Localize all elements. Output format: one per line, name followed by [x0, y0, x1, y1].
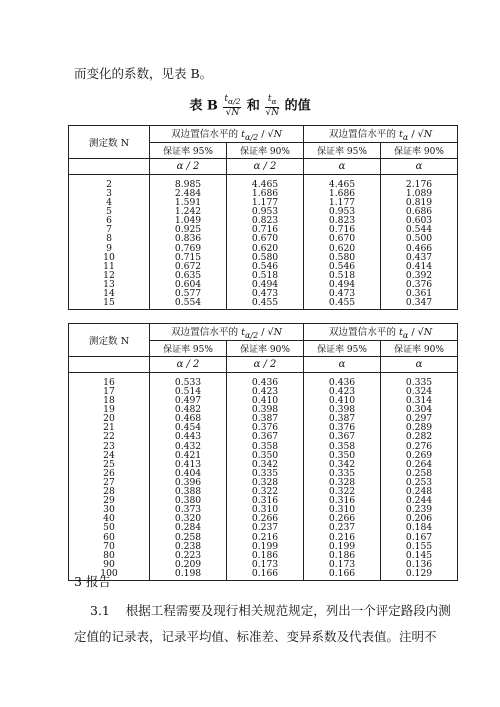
table-cell: 0.421 [174, 449, 202, 461]
table-cell: 0.173 [251, 558, 279, 570]
table-cell: 4.465 [328, 178, 356, 190]
alpha-header: α [304, 158, 381, 174]
table-cell: 0.335 [405, 376, 433, 388]
table-cell: 0.544 [405, 224, 433, 236]
table-cell: 0.155 [405, 540, 433, 552]
rate-90-header: 保证率 90% [227, 142, 304, 158]
table-cell: 0.314 [405, 395, 433, 407]
table-cell: 27 [103, 476, 115, 488]
table-cell: 0.580 [328, 251, 356, 263]
table-cell: 1.089 [405, 188, 433, 199]
table-cell: 2.176 [405, 178, 433, 190]
table-cell: 1.591 [174, 197, 202, 209]
table-cell: 0.248 [405, 486, 433, 498]
table-cell: 29 [103, 495, 115, 507]
table-cell: 0.454 [174, 422, 202, 434]
value-column-4 [381, 174, 458, 309]
table-cell: 0.289 [405, 422, 433, 434]
table-cell: 0.436 [251, 376, 279, 388]
table-cell: 0.167 [405, 531, 433, 543]
table-cell: 6 [106, 215, 112, 227]
table-cell: 0.423 [251, 386, 279, 397]
table-cell: 0.953 [251, 206, 279, 218]
table-cell: 0.410 [328, 395, 356, 407]
table-cell: 0.358 [328, 440, 356, 452]
table-cell: 0.466 [405, 242, 433, 254]
table-cell: 0.604 [174, 278, 202, 290]
table-cell: 0.223 [174, 549, 202, 561]
table-cell: 14 [103, 288, 115, 300]
table-cell: 0.335 [251, 467, 279, 479]
table-cell: 0.342 [251, 458, 279, 470]
n-header: 测定数 N [69, 126, 150, 159]
table-cell: 100 [100, 567, 118, 579]
table-cell: 0.414 [405, 260, 433, 272]
table-cell: 0.237 [328, 522, 356, 534]
table-cell: 11 [103, 260, 115, 272]
table-cell: 0.264 [405, 458, 433, 470]
table-cell: 0.310 [328, 504, 356, 516]
rate-90-header: 保证率 90% [227, 340, 304, 356]
group-header-two-sided: 双边置信水平的 $t_{\alpha/2} / √N$ [150, 324, 304, 341]
rate-95-header: 保证率 95% [150, 142, 227, 158]
table-cell: 0.819 [405, 197, 433, 209]
table-cell: 4 [106, 197, 112, 209]
table-cell: 0.518 [328, 269, 356, 281]
table-cell: 0.500 [405, 233, 433, 245]
table-cell: 0.823 [328, 215, 356, 227]
table-cell: 0.361 [405, 288, 433, 300]
value-column-2 [227, 372, 304, 580]
table-cell: 0.392 [405, 269, 433, 281]
table-cell: 0.239 [405, 504, 433, 516]
n-column [69, 372, 150, 580]
value-column-4 [381, 372, 458, 580]
table-cell: 0.715 [174, 251, 202, 263]
table-cell: 0.347 [405, 297, 433, 309]
table-cell: 18 [103, 395, 115, 407]
table-cell: 0.716 [251, 224, 279, 236]
table-cell: 1.242 [174, 206, 202, 218]
alpha-half-header: α / 2 [150, 158, 227, 174]
table-cell: 5 [106, 206, 112, 218]
table-cell: 0.358 [251, 440, 279, 452]
table-cell: 40 [103, 513, 115, 525]
table-cell: 0.376 [251, 422, 279, 434]
table-cell: 8.985 [174, 178, 202, 190]
table-cell: 0.533 [174, 376, 202, 388]
table-cell: 80 [103, 549, 115, 561]
section-heading: 3 报告 [74, 574, 111, 589]
alpha-header: α [381, 356, 458, 372]
rate-95-header: 保证率 95% [304, 340, 381, 356]
table-cell: 0.237 [251, 522, 279, 534]
table-cell: 0.769 [174, 242, 202, 254]
table-cell: 2.484 [174, 188, 202, 199]
table-cell: 16 [103, 376, 115, 388]
table-cell: 0.367 [251, 431, 279, 443]
fraction-t-alpha-half: $\frac{t_{\alpha/2}}{√N}$ [224, 94, 241, 118]
table-cell: 0.387 [328, 413, 356, 425]
alpha-half-header: α / 2 [227, 356, 304, 372]
table-cell: 0.322 [328, 486, 356, 498]
table-cell: 0.304 [405, 404, 433, 416]
table-cell: 3 [106, 188, 112, 199]
coefficient-table-1 [68, 125, 458, 310]
table-cell: 0.603 [405, 215, 433, 227]
table-cell: 0.184 [405, 522, 433, 534]
table-cell: 0.432 [174, 440, 202, 452]
table-cell: 0.322 [251, 486, 279, 498]
rate-95-header: 保证率 95% [304, 142, 381, 158]
table-cell: 0.686 [405, 206, 433, 218]
table-cell: 0.258 [405, 467, 433, 479]
table-cell: 23 [103, 440, 115, 452]
table-cell: 17 [103, 386, 115, 397]
table-cell: 0.258 [174, 531, 202, 543]
table-cell: 7 [106, 224, 112, 236]
table-cell: 15 [103, 297, 115, 309]
table-cell: 0.455 [328, 297, 356, 309]
table-cell: 0.216 [251, 531, 279, 543]
table-cell: 1.177 [251, 197, 279, 209]
table-cell: 0.173 [328, 558, 356, 570]
table-cell: 0.367 [328, 431, 356, 443]
alpha-half-header: α / 2 [150, 356, 227, 372]
alpha-header: α [381, 158, 458, 174]
table-cell: 0.244 [405, 495, 433, 507]
table-cell: 0.376 [405, 278, 433, 290]
table-cell: 20 [103, 413, 115, 425]
table-cell: 0.410 [251, 395, 279, 407]
table-cell: 0.554 [174, 297, 202, 309]
table-cell: 0.577 [174, 288, 202, 300]
table-cell: 0.423 [328, 386, 356, 397]
table-cell: 0.672 [174, 260, 202, 272]
table-cell: 0.328 [251, 476, 279, 488]
table-cell: 0.316 [251, 495, 279, 507]
table-cell: 0.413 [174, 458, 202, 470]
table-cell: 0.670 [251, 233, 279, 245]
table-cell: 0.925 [174, 224, 202, 236]
table-cell: 0.836 [174, 233, 202, 245]
rate-90-header: 保证率 90% [381, 142, 458, 158]
value-column-3 [304, 372, 381, 580]
table-cell: 0.468 [174, 413, 202, 425]
n-header: 测定数 N [69, 324, 150, 357]
table-cell: 1.686 [251, 188, 279, 199]
table-cell: 0.380 [174, 495, 202, 507]
table-cell: 0.282 [405, 431, 433, 443]
table-cell: 0.310 [251, 504, 279, 516]
table-cell: 0.494 [328, 278, 356, 290]
table-cell: 9 [106, 242, 112, 254]
group-header-one-sided: 双边置信水平的 $t_\alpha / √N$ [304, 126, 458, 143]
table-cell: 0.276 [405, 440, 433, 452]
table-cell: 0.145 [405, 549, 433, 561]
rate-95-header: 保证率 95% [150, 340, 227, 356]
table-cell: 0.388 [174, 486, 202, 498]
table-cell: 0.398 [251, 404, 279, 416]
group-header-one-sided: 双边置信水平的 $t_\alpha / √N$ [304, 324, 458, 341]
table-cell: 0.350 [251, 449, 279, 461]
table-cell: 0.129 [405, 567, 433, 579]
table-cell: 0.546 [328, 260, 356, 272]
table-cell: 19 [103, 404, 115, 416]
table-cell: 12 [103, 269, 115, 281]
table-cell: 0.373 [174, 504, 202, 516]
table-cell: 0.514 [174, 386, 202, 397]
table-cell: 0.284 [174, 522, 202, 534]
table-cell: 1.049 [174, 215, 202, 227]
paragraph-line-1: 3.1 根据工程需要及现行相关规范规定，列出一个评定路段内测 [90, 603, 451, 618]
table-cell: 0.199 [328, 540, 356, 552]
table-cell: 0.580 [251, 251, 279, 263]
table-cell: 0.335 [328, 467, 356, 479]
table-cell: 0.396 [174, 476, 202, 488]
value-column-3 [304, 174, 381, 309]
table-cell: 0.216 [328, 531, 356, 543]
table-cell: 1.177 [328, 197, 356, 209]
table-cell: 4.465 [251, 178, 279, 190]
intro-text: 而变化的系数，见表 B。 [74, 66, 213, 81]
table-cell: 0.186 [328, 549, 356, 561]
alpha-half-header: α / 2 [227, 158, 304, 174]
table-cell: 0.398 [328, 404, 356, 416]
table-cell: 21 [103, 422, 115, 434]
n-column [69, 174, 150, 309]
table-cell: 0.320 [174, 513, 202, 525]
table-cell: 24 [103, 449, 115, 461]
table-cell: 0.166 [328, 567, 356, 579]
table-cell: 0.716 [328, 224, 356, 236]
table-cell: 0.546 [251, 260, 279, 272]
table-cell: 90 [103, 558, 115, 570]
table-cell: 0.494 [251, 278, 279, 290]
table-cell: 0.620 [328, 242, 356, 254]
table-cell: 0.482 [174, 404, 202, 416]
paragraph-line-2: 定值的记录表，记录平均值、标准差、变异系数及代表值。注明不 [74, 629, 437, 644]
table-cell: 0.953 [328, 206, 356, 218]
table-cell: 0.473 [328, 288, 356, 300]
group-header-two-sided: 双边置信水平的 $t_{\alpha/2} / √N$ [150, 126, 304, 143]
table-cell: 0.206 [405, 513, 433, 525]
coefficient-table-2 [68, 323, 458, 581]
alpha-header: α [304, 356, 381, 372]
table-cell: 0.342 [328, 458, 356, 470]
rate-90-header: 保证率 90% [381, 340, 458, 356]
table-cell: 0.266 [328, 513, 356, 525]
table-cell: 0.316 [328, 495, 356, 507]
value-column-1 [150, 174, 227, 309]
table-cell: 0.350 [328, 449, 356, 461]
table-cell: 0.324 [405, 386, 433, 397]
table-cell: 0.136 [405, 558, 433, 570]
table-cell: 10 [103, 251, 115, 263]
table-cell: 0.443 [174, 431, 202, 443]
table-cell: 0.404 [174, 467, 202, 479]
table-cell: 0.436 [328, 376, 356, 388]
table-cell: 0.198 [174, 567, 202, 579]
table-cell: 0.497 [174, 395, 202, 407]
table-cell: 0.437 [405, 251, 433, 263]
table-cell: 60 [103, 531, 115, 543]
table-cell: 0.635 [174, 269, 202, 281]
table-cell: 0.376 [328, 422, 356, 434]
table-cell: 0.328 [328, 476, 356, 488]
table-cell: 30 [103, 504, 115, 516]
fraction-t-alpha: $\frac{t_\alpha}{√N}$ [265, 94, 280, 118]
table-cell: 28 [103, 486, 115, 498]
table-cell: 70 [103, 540, 115, 552]
table-cell: 0.670 [328, 233, 356, 245]
table-cell: 13 [103, 278, 115, 290]
table-cell: 26 [103, 467, 115, 479]
table-cell: 25 [103, 458, 115, 470]
table-cell: 2 [106, 178, 112, 190]
table-cell: 22 [103, 431, 115, 443]
table-cell: 0.387 [251, 413, 279, 425]
table-title: 表 B $\frac{t_{\alpha/2}}{√N}$ 和 $\frac{t_\alpha}{√N}$ 的值 [189, 94, 311, 118]
table-cell: 0.269 [405, 449, 433, 461]
table-cell: 0.823 [251, 215, 279, 227]
table-cell: 0.266 [251, 513, 279, 525]
table-cell: 0.253 [405, 476, 433, 488]
value-column-2 [227, 174, 304, 309]
table-cell: 0.186 [251, 549, 279, 561]
table-cell: 0.209 [174, 558, 202, 570]
table-cell: 50 [103, 522, 115, 534]
table-cell: 0.473 [251, 288, 279, 300]
table-cell: 0.620 [251, 242, 279, 254]
table-cell: 0.199 [251, 540, 279, 552]
table-cell: 0.455 [251, 297, 279, 309]
table-cell: 0.238 [174, 540, 202, 552]
table-cell: 8 [106, 233, 112, 245]
value-column-1 [150, 372, 227, 580]
table-cell: 0.166 [251, 567, 279, 579]
table-cell: 0.518 [251, 269, 279, 281]
table-cell: 1.686 [328, 188, 356, 199]
table-cell: 0.297 [405, 413, 433, 425]
